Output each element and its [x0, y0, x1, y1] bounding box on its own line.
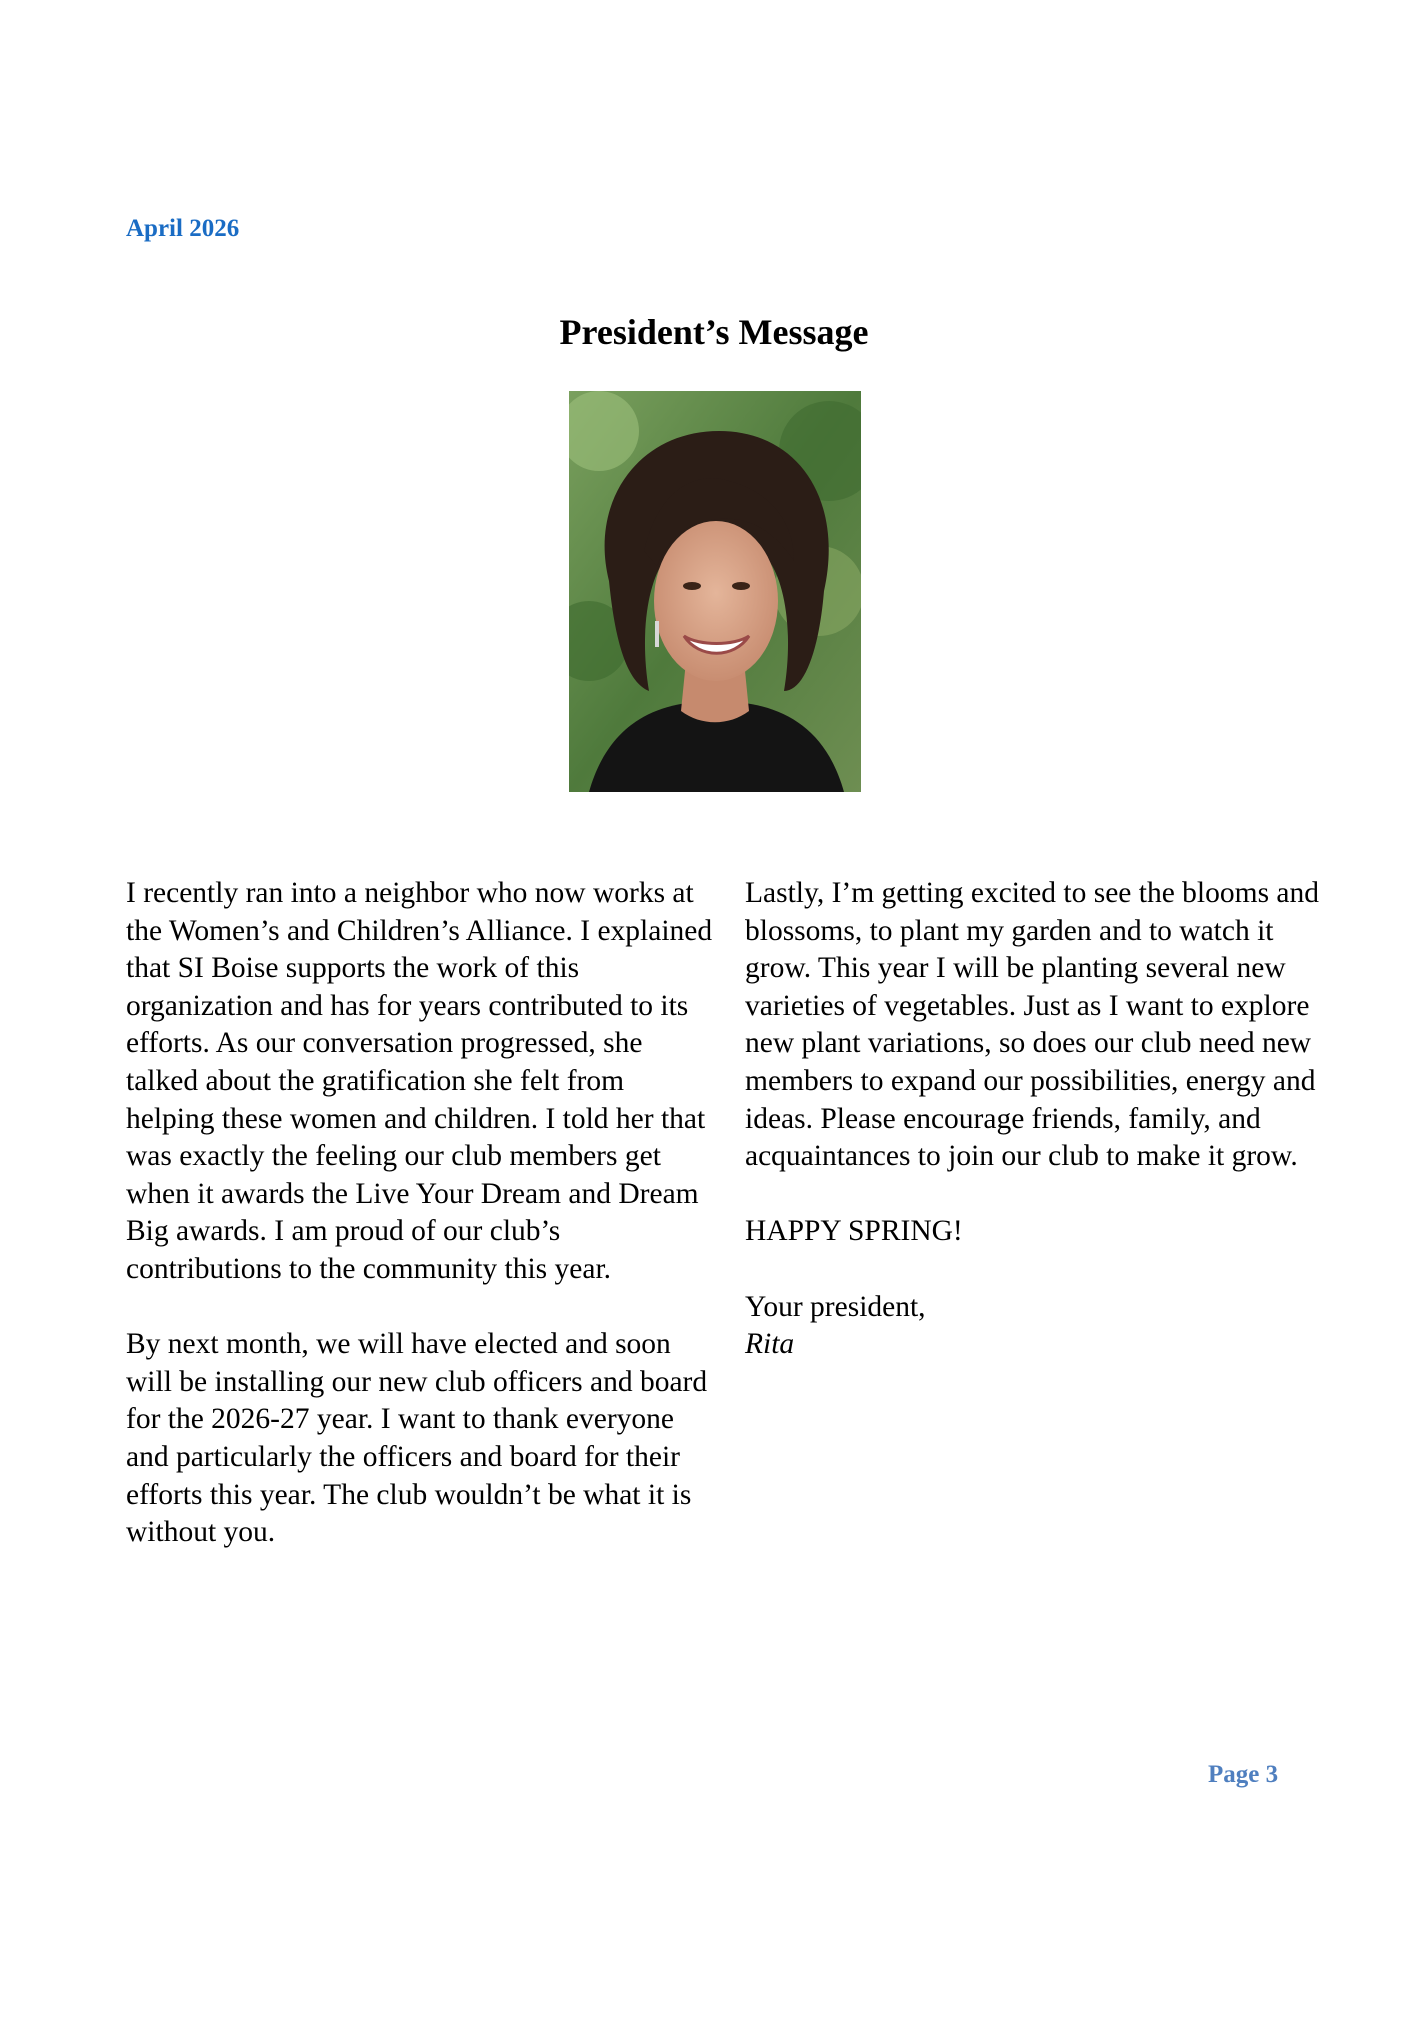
issue-date: April 2026	[126, 215, 240, 242]
left-column	[126, 875, 716, 1589]
paragraph: HAPPY SPRING!	[745, 1215, 963, 1248]
right-column	[745, 875, 1345, 1364]
page-number: Page 3	[1208, 1761, 1279, 1788]
closing-line: Your president,	[745, 1290, 926, 1323]
paragraph: I recently ran into a neighbor who now works at the Women’s and Children’s Alliance. I explained that SI Boise supports the work of this organization and has for years contributed to its efforts. As our conversation progressed, she talked about the gratification she felt from helping these women and children. I told her that was exactly the feeling our club members get when it awards the Live Your Dream and Dream Big awards. I am proud of our club’s contributions to the community this year.	[126, 877, 713, 1285]
paragraph: By next month, we will have elected and soon will be installing our new club officers and board for the 2026-27 year. I want to thank everyone and particularly the officers and board for their efforts this year. The club wouldn’t be what it is without you.	[126, 1328, 708, 1549]
paragraph: Lastly, I’m getting excited to see the blooms and blossoms, to plant my garden and to watch it grow. This year I will be planting several new varieties of vegetables. Just as I want to explore new plant variations, so does our club need new members to expand our possibilities, energy and ideas. Please encourage friends, family, and acquaintances to join our club to make it grow.	[745, 877, 1320, 1173]
page-title: President’s Message	[559, 312, 869, 352]
president-photo	[569, 391, 861, 792]
signature: Rita	[745, 1328, 795, 1361]
portrait-image	[569, 391, 861, 792]
closing-block	[745, 1289, 1345, 1364]
